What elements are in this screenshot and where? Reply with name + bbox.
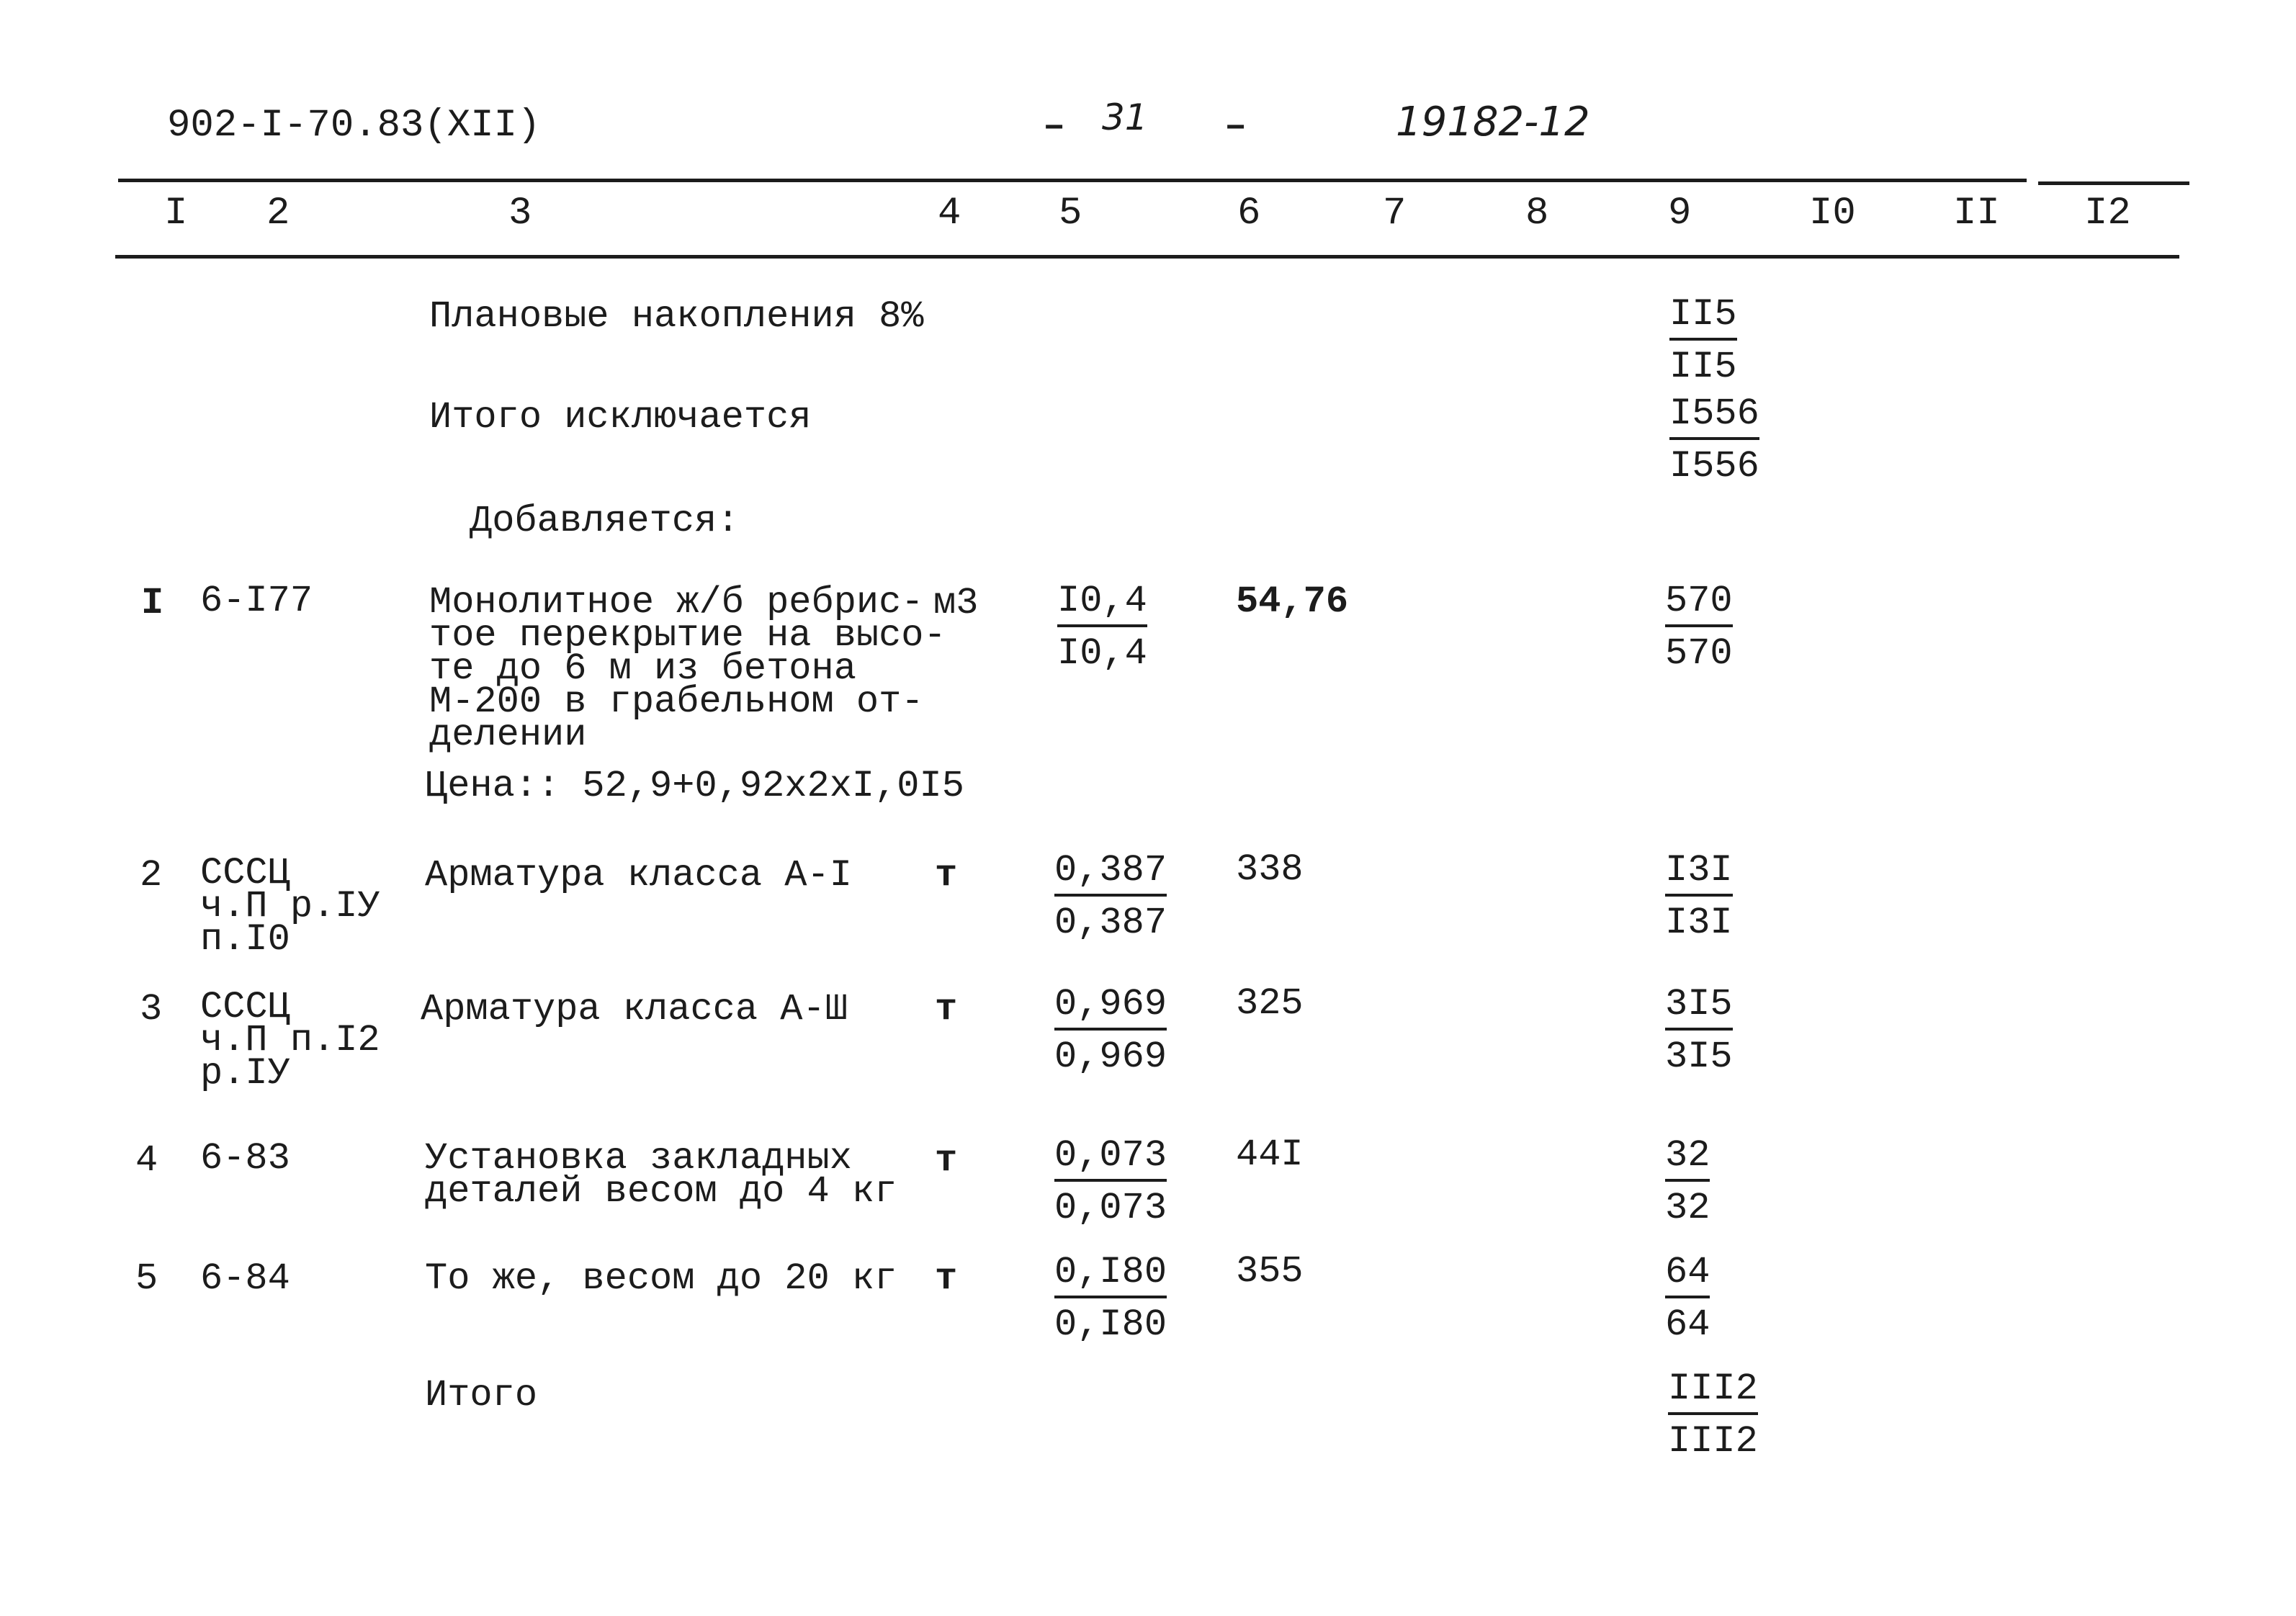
- row-3-total-denominator: 3I5: [1665, 1036, 1733, 1079]
- header-top-rule: [118, 179, 2027, 182]
- row-4-quantity-numerator: 0,073: [1054, 1135, 1167, 1182]
- row-4-total-numerator: 32: [1665, 1135, 1710, 1182]
- row-5-unit-price: 355: [1236, 1250, 1304, 1293]
- row-2-quantity-numerator: 0,387: [1054, 850, 1167, 897]
- row-2-unit: т: [935, 854, 958, 897]
- row-3-quantity: [1054, 984, 1170, 1077]
- column-header-3: 3: [508, 192, 532, 235]
- row-1-quantity-denominator: I0,4: [1057, 632, 1147, 675]
- excluded-total: [1669, 393, 1785, 487]
- row-3-total-numerator: 3I5: [1665, 984, 1733, 1031]
- row-4-total-denominator: 32: [1665, 1187, 1710, 1230]
- row-5-quantity-denominator: 0,I80: [1054, 1303, 1167, 1347]
- column-header-7: 7: [1383, 192, 1407, 235]
- row-5-description: То же, весом до 20 кг: [425, 1257, 897, 1300]
- row-5-total-numerator: 64: [1665, 1252, 1710, 1298]
- row-2-quantity-denominator: 0,387: [1054, 902, 1167, 945]
- row-5-code: 6-84: [200, 1257, 290, 1300]
- row-2-number: 2: [140, 854, 163, 897]
- row-1-total-numerator: 570: [1665, 580, 1733, 627]
- row-5-total-denominator: 64: [1665, 1303, 1710, 1347]
- row-1-unit-price: 54,76: [1236, 580, 1349, 623]
- row-3-quantity-denominator: 0,969: [1054, 1036, 1167, 1079]
- row-5-unit: т: [935, 1257, 958, 1300]
- row-2-quantity: [1054, 850, 1170, 943]
- planned-total-denominator: II5: [1669, 346, 1737, 389]
- row-1-total-denominator: 570: [1665, 632, 1733, 675]
- row-3-quantity-numerator: 0,969: [1054, 984, 1167, 1031]
- planned-accumulations-total: [1669, 294, 1785, 387]
- row-2-total: [1665, 850, 1780, 943]
- row-2-description: Арматура класса А-I: [425, 854, 852, 897]
- row-1-unit: м3: [933, 582, 979, 624]
- row-3-code: СССЦ ч.П п.I2 р.IУ: [200, 986, 380, 1095]
- header-bottom-rule: [115, 255, 2179, 259]
- row-1-price-note: Цена:: 52,9+0,92х2хI,0I5: [425, 765, 964, 807]
- row-1-total: [1665, 580, 1780, 674]
- column-header-9: 9: [1668, 192, 1692, 235]
- row-1-code: 6-I77: [200, 580, 313, 622]
- column-header-10: I0: [1809, 192, 1856, 235]
- grand-total: [1668, 1368, 1783, 1462]
- row-4-quantity-denominator: 0,073: [1054, 1187, 1167, 1230]
- row-3-unit: т: [935, 988, 958, 1031]
- row-4-description: Установка закладных деталей весом до 4 кг: [425, 1137, 897, 1213]
- row-5-total: [1665, 1252, 1780, 1345]
- row-1-description: Монолитное ж/б ребрис- тое перекрытие на высо- те до 6 м из бетона М-200 в грабельном от- делении: [429, 581, 946, 756]
- row-4-number: 4: [135, 1139, 158, 1182]
- page-dash-right: –: [1224, 105, 1247, 148]
- column-header-5: 5: [1059, 192, 1082, 235]
- handwritten-reference: 19182-12: [1396, 99, 1590, 145]
- row-4-code: 6-83: [200, 1137, 290, 1180]
- excluded-total-denominator: I556: [1669, 445, 1759, 488]
- row-3-number: 3: [140, 988, 163, 1031]
- header-top-rule-right: [2038, 181, 2189, 185]
- added-heading: Добавляется:: [470, 500, 740, 542]
- row-1-number: I: [141, 582, 164, 624]
- column-header-1: I: [164, 192, 188, 235]
- row-2-total-denominator: I3I: [1665, 902, 1733, 945]
- column-header-2: 2: [266, 192, 290, 235]
- grand-total-denominator: III2: [1668, 1420, 1758, 1463]
- row-5-quantity-numerator: 0,I80: [1054, 1252, 1167, 1298]
- planned-total-numerator: II5: [1669, 294, 1737, 341]
- column-header-8: 8: [1525, 192, 1549, 235]
- excluded-total-label: Итого исключается: [429, 396, 812, 439]
- grand-total-numerator: III2: [1668, 1368, 1758, 1415]
- planned-accumulations-label: Плановые накопления 8%: [429, 295, 924, 338]
- row-3-total: [1665, 984, 1780, 1077]
- row-4-quantity: [1054, 1135, 1170, 1229]
- document-code: 902-I-70.83(XII): [167, 104, 541, 148]
- column-header-12: I2: [2084, 192, 2131, 235]
- row-2-code: СССЦ ч.П р.IУ п.I0: [200, 852, 380, 961]
- row-3-description: Арматура класса А-Ш: [421, 988, 848, 1031]
- row-5-quantity: [1054, 1252, 1170, 1345]
- excluded-total-numerator: I556: [1669, 393, 1759, 440]
- row-1-quantity: [1057, 580, 1172, 674]
- column-header-6: 6: [1237, 192, 1261, 235]
- row-3-unit-price: 325: [1236, 982, 1304, 1025]
- page-number: 31: [1102, 96, 1148, 138]
- row-5-number: 5: [135, 1257, 158, 1300]
- row-4-unit: т: [935, 1139, 958, 1182]
- row-4-total: [1665, 1135, 1780, 1229]
- column-header-11: II: [1953, 192, 2000, 235]
- page-dash-left: –: [1043, 105, 1066, 148]
- row-1-quantity-numerator: I0,4: [1057, 580, 1147, 627]
- row-4-unit-price: 44I: [1236, 1134, 1304, 1176]
- row-2-total-numerator: I3I: [1665, 850, 1733, 897]
- row-2-unit-price: 338: [1236, 848, 1304, 891]
- grand-total-label: Итого: [425, 1374, 538, 1417]
- column-header-4: 4: [938, 192, 961, 235]
